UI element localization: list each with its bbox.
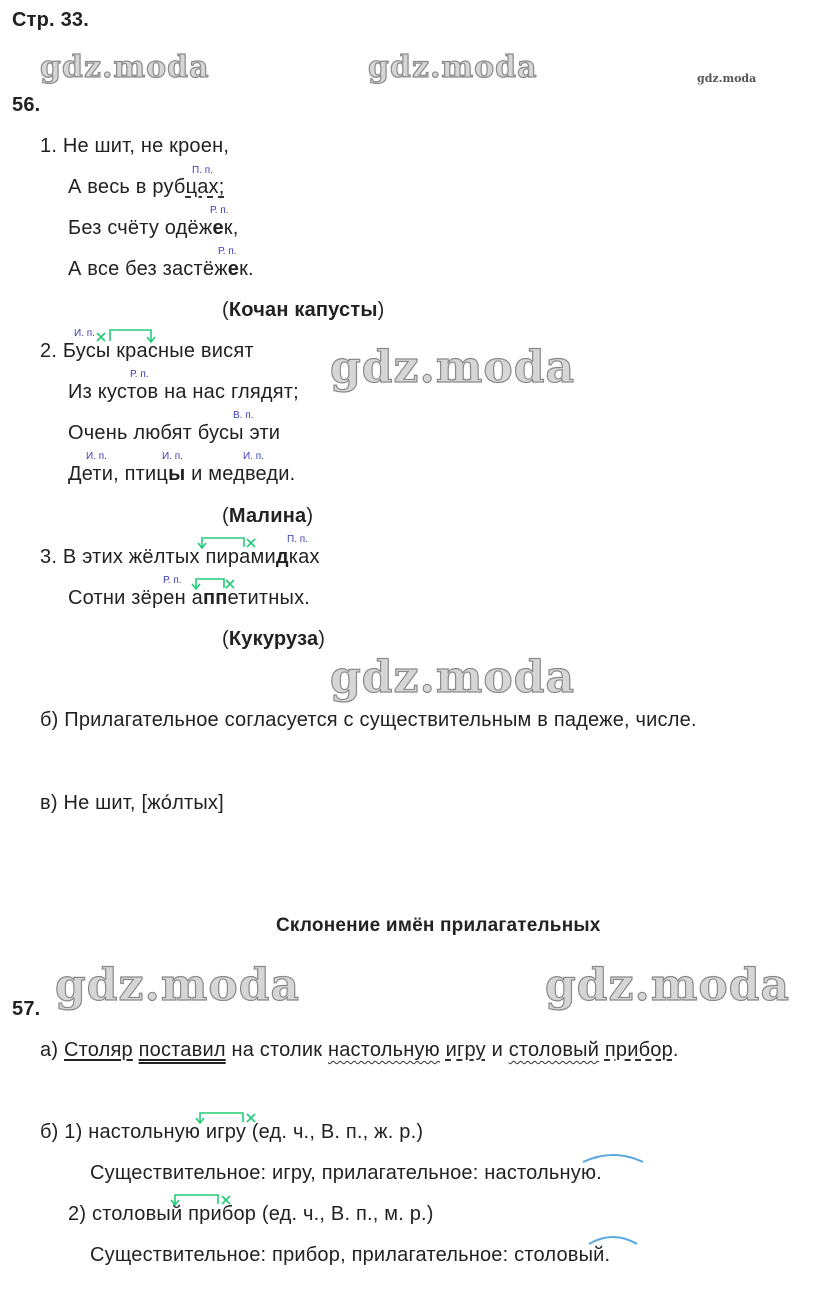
agreement-arrow	[198, 538, 255, 548]
section-title: Склонение имён прилагательных	[276, 915, 601, 936]
agreement-arrow	[196, 1113, 255, 1123]
answer-b: б) Прилагательное согласуется с существительным в падеже, числе.	[40, 709, 697, 731]
phrase-1: б) 1) настольную игру (ед. ч., В. п., ж. р.)	[40, 1121, 424, 1143]
watermark: gdz.moda	[545, 960, 791, 1011]
sentence-analysis: а) Столяр поставил на столик настольную игру и столовый прибор.	[40, 1039, 679, 1061]
watermark: gdz.moda	[55, 960, 301, 1011]
page-number: Стр. 33.	[12, 9, 89, 31]
case-label: Р. п.	[163, 575, 182, 586]
case-label: И. п.	[86, 451, 107, 462]
watermark: gdz.moda	[330, 652, 576, 703]
ending-arc	[583, 1155, 643, 1162]
riddle-answer: (Кукуруза)	[222, 628, 326, 650]
riddle-line: Очень любят бусы эти	[68, 422, 281, 444]
agreement-arrow	[171, 1195, 230, 1205]
case-label: Р. п.	[218, 246, 237, 257]
ending-arc	[589, 1237, 637, 1244]
case-label: Р. п.	[210, 205, 229, 216]
case-label: П. п.	[192, 165, 213, 176]
riddle-line: А все без застёжек.	[68, 258, 254, 280]
riddle-line: 1. Не шит, не кроен,	[40, 135, 230, 157]
case-label: П. п.	[287, 534, 308, 545]
watermark: gdz.moda	[368, 50, 538, 85]
watermark: gdz.moda	[40, 50, 210, 85]
phrase-2: 2) столовый прибор (ед. ч., В. п., м. р.)	[68, 1203, 434, 1225]
agreement-arrow	[192, 579, 234, 589]
riddle-line: А весь в рубцах;	[68, 176, 225, 198]
exercise-number: 57.	[12, 998, 41, 1020]
riddle-answer: (Малина)	[222, 505, 314, 527]
case-label: В. п.	[233, 410, 254, 421]
watermark: gdz.moda	[330, 342, 576, 393]
watermark: gdz.moda	[697, 72, 757, 85]
riddle-line: Из кустов на нас глядят;	[68, 381, 299, 403]
case-label: И. п.	[162, 451, 183, 462]
case-label: И. п.	[243, 451, 264, 462]
exercise-number: 56.	[12, 94, 41, 116]
case-label: Р. п.	[130, 369, 149, 380]
riddle-answer: (Кочан капусты)	[222, 299, 385, 321]
phrase-2-parts: Существительное: прибор, прилагательное: столовый.	[90, 1244, 611, 1266]
case-label: И. п.	[74, 328, 95, 339]
riddle-line: Без счёту одёжек,	[68, 217, 239, 239]
agreement-arrow	[97, 330, 155, 342]
riddle-line: Дети, птицы и медведи.	[68, 463, 296, 485]
riddle-line: Сотни зёрен аппетитных.	[68, 587, 311, 609]
phrase-1-parts: Существительное: игру, прилагательное: настольную.	[90, 1162, 602, 1184]
riddle-line: 2. Бусы красные висят	[40, 340, 254, 362]
answer-v: в) Не шит, [жо́лтых]	[40, 792, 224, 814]
riddle-line: 3. В этих жёлтых пирамидках	[40, 546, 320, 568]
